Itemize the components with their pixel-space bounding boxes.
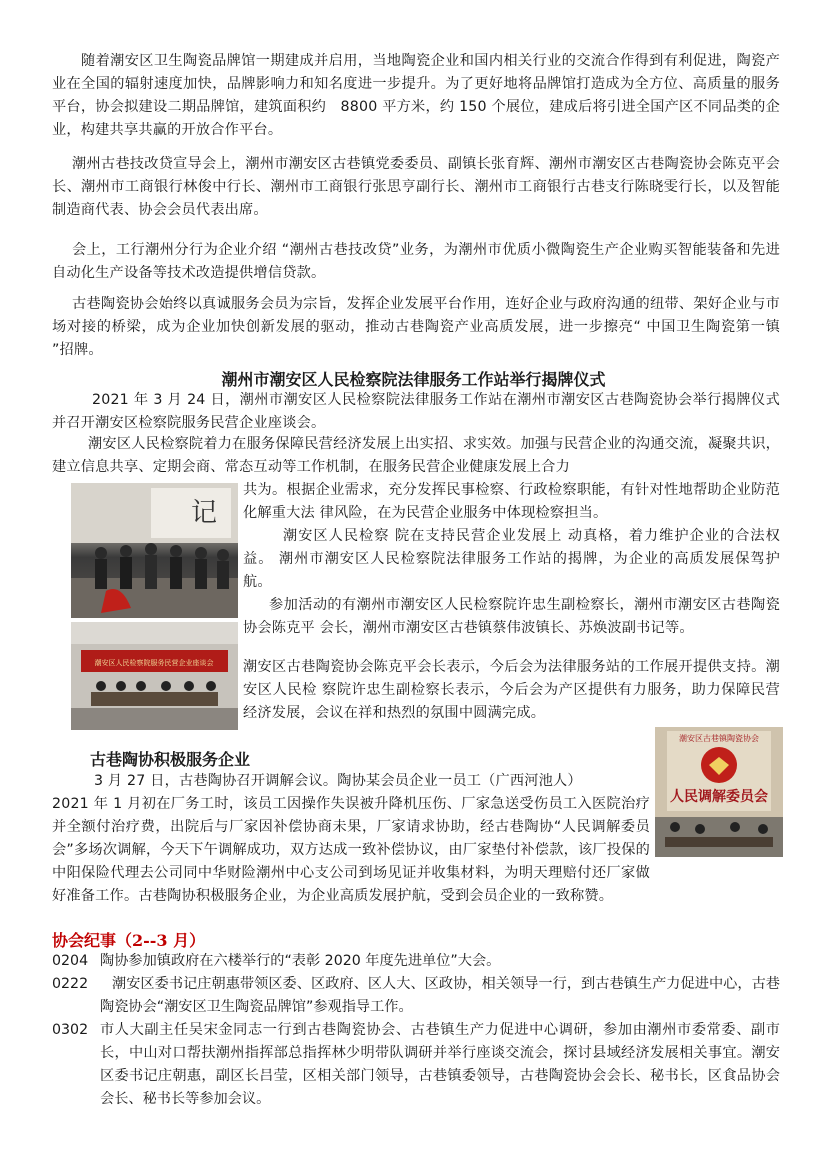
meeting-photo	[71, 622, 238, 730]
intro-paragraph-1: 随着潮安区卫生陶瓷品牌馆一期建成并启用，当地陶瓷企业和国内相关行业的交流合作得到有利促进，陶瓷产业在全国的辐射速度加快，品牌影响力和知名度进一步提升。为了更好地将品牌馆打造成为全方位、高质量的服务平台，协会拟建设二期品牌馆，建筑面积约 8800 平方米，约 150 个展位，建成后将引进全国产区不同品类的企业，构建共享共赢的开放合作平台。	[52, 53, 780, 138]
article1-paragraph-2: 潮安区人民检察院着力在服务保障民营经济发展上出实招、求实效。加强与民营企业的沟通交流，凝聚共识，建立信息共享、定期会商、常态互动等工作机制，在服务民营企业健康发展上合力	[52, 436, 780, 475]
chronicle-item-text: 潮安区委书记庄朝惠带领区委、区政府、区人大、区政协，相关领导一行，到古巷镇生产力促进中心，古巷陶瓷协会“潮安区卫生陶瓷品牌馆”参观指导工作。	[100, 976, 780, 1015]
chronicle-item-text: 陶协参加镇政府在六楼举行的“表彰 2020 年度先进单位”大会。	[100, 953, 501, 969]
chronicle-title: 协会纪事（2--3 月）	[52, 931, 206, 950]
article1-paragraph-3: 潮安区人民检察 院在支持民营企业发展上 动真格，着力维护企业的合法权益。 潮州市潮安区人民检察院法律服务工作站的揭牌，为企业的高质发展保驾护航。	[243, 528, 780, 590]
article2-paragraph-body: 2021 年 1 月初在厂务工时，该员工因操作失误被升降机压伤、厂家急送受伤员工入医院治疗并全额付治疗费，出院后与厂家因补偿协商未果，厂家请求协助，经古巷陶协“人民调解委员会”多场次调解，今天下午调解成功，双方达成一致补偿协议，由厂家垫付补偿款，该厂投保的中阳保险代理去公司同中华财险潮州中心支公司到场见证并收集材料，为明天理赔付还厂家做好准备工作。古巷陶协积极服务企业，为企业高质发展护航，受到会员企业的一致称赞。	[52, 796, 650, 904]
chronicle-item	[52, 950, 780, 973]
intro-paragraph-4: 古巷陶瓷协会始终以真诚服务会员为宗旨，发挥企业发展平台作用，连好企业与政府沟通的纽带、架好企业与市场对接的桥梁，成为企业加快创新发展的驱动，推动古巷陶瓷产业高质发展，进一步擦亮“ 中国卫生陶瓷第一镇 ”招牌。	[52, 296, 780, 358]
meeting-scene	[71, 622, 238, 730]
intro-paragraph-2: 潮州古巷技改贷宣导会上，潮州市潮安区古巷镇党委委员、副镇长张育辉、潮州市潮安区古巷陶瓷协会陈克平会长、潮州市工商银行林俊中行长、潮州市工商银行张思亨副行长、潮州市工商银行古巷支行陈晓雯行长，以及智能制造商代表、协会会员代表出席。	[52, 156, 780, 218]
article1-paragraph-2-continued: 共为。根据企业需求，充分发挥民事检察、行政检察职能，有针对性地帮助企业防范化解重大法 律风险，在为民营企业服务中体现检察担当。	[243, 482, 780, 521]
chronicle-item-date: 0204	[52, 953, 89, 969]
mediation-scene	[655, 727, 783, 857]
chronicle-item	[52, 1019, 780, 1111]
article1-title: 潮州市潮安区人民检察院法律服务工作站举行揭牌仪式	[221, 370, 606, 389]
chronicle-item	[52, 973, 780, 1019]
plaque-text-line1: 潮安区古巷镇陶瓷协会	[679, 734, 759, 743]
article2-title: 古巷陶协积极服务企业	[90, 750, 251, 769]
article1-paragraph-5: 潮安区古巷陶瓷协会陈克平会长表示，今后会为法律服务站的工作展开提供支持。潮安区人民检 察院许忠生副检察长表示，今后会为产区提供有力服务，助力保障民营 经济发展，会议在祥和热烈的氛围中圆满完成。	[243, 659, 780, 721]
mediation-committee-photo	[655, 727, 783, 857]
article1-paragraph-1: 2021 年 3 月 24 日，潮州市潮安区人民检察院法律服务工作站在潮州市潮安区古巷陶瓷协会举行揭牌仪式并召开潮安区检察院服务民营企业座谈会。	[52, 392, 780, 431]
unveiling-ceremony-photo	[71, 483, 238, 618]
ceremony-scene	[71, 483, 238, 618]
intro-paragraph-3: 会上，工行潮州分行为企业介绍 “潮州古巷技改贷”业务，为潮州市优质小微陶瓷生产企业购买智能装备和先进自动化生产设备等技术改造提供增信贷款。	[52, 242, 780, 281]
meeting-banner-text: 潮安区人民检察院服务民营企业座谈会	[94, 659, 214, 667]
wall-sign-text: 记	[191, 498, 218, 528]
chronicle-item-text: 市人大副主任吴宋金同志一行到古巷陶瓷协会、古巷镇生产力促进中心调研，参加由潮州市委常委、副市长，中山对口帮扶潮州指挥部总指挥林少明带队调研并举行座谈交流会，探讨县域经济发展相关事宜。潮安区委书记庄朝惠，副区长吕莹，区相关部门领导，古巷镇委领导，古巷陶瓷协会会长、秘书长，区食品协会会长、秘书长等参加会议。	[100, 1022, 780, 1107]
chronicle-item-date: 0222	[52, 976, 89, 992]
article1-paragraph-4: 参加活动的有潮州市潮安区人民检察院许忠生副检察长，潮州市潮安区古巷陶瓷协会陈克平 会长，潮州市潮安区古巷镇蔡伟波镇长、苏焕波副书记等。	[243, 597, 780, 636]
plaque-text-line2: 人民调解委员会	[670, 789, 768, 805]
article2-paragraph-line-1: 3 月 27 日，古巷陶协召开调解会议。陶协某会员企业一员工（广西河池人）	[94, 773, 582, 789]
chronicle-item-date: 0302	[52, 1022, 89, 1038]
